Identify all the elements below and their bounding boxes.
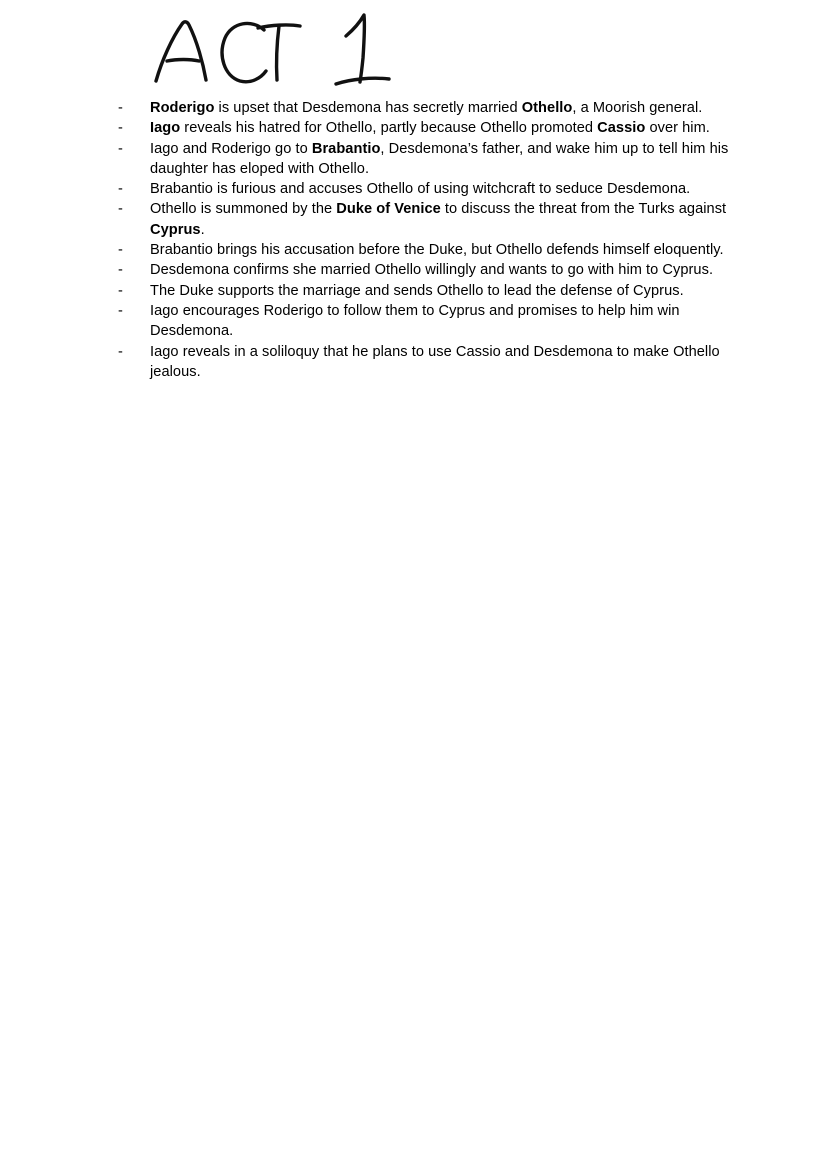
- bullet-marker: -: [118, 201, 123, 218]
- list-item-text: [150, 179, 738, 199]
- list-item-text: [150, 118, 738, 138]
- body-text: over him.: [645, 120, 710, 137]
- body-text: , Desdemona’s father, and wake him up to tell him his daughter has eloped with Othello.: [150, 140, 729, 177]
- list-item-text: [150, 98, 738, 118]
- list-item-text: [150, 199, 738, 240]
- list-item: [118, 199, 738, 240]
- emphasis-term: Brabantio: [311, 140, 381, 157]
- body-text: Iago reveals in a soliloquy that he plans to use Cassio and Desdemona to make Othello jealous.: [150, 343, 720, 380]
- list-item-text: [150, 260, 738, 280]
- list-item: [118, 281, 738, 301]
- body-text: The Duke supports the marriage and sends Othello to lead the defense of Cyprus.: [150, 282, 684, 299]
- bullet-marker: -: [118, 100, 123, 116]
- bullet-marker: -: [118, 282, 123, 299]
- body-text: .: [200, 221, 205, 238]
- body-text: Brabantio is furious and accuses Othello of using witchcraft to seduce Desdemona.: [150, 181, 691, 198]
- list-item: [118, 260, 738, 280]
- list-item-text: [150, 342, 738, 383]
- body-text: Brabantio brings his accusation before the Duke, but Othello defends himself eloquently.: [150, 242, 724, 259]
- body-text: Desdemona confirms she married Othello willingly and wants to go with him to Cyprus.: [150, 262, 714, 279]
- emphasis-term: Cyprus: [150, 221, 201, 238]
- emphasis-term: Cassio: [597, 120, 646, 137]
- bullet-marker: -: [118, 343, 123, 360]
- list-item-text: [150, 139, 738, 180]
- emphasis-term: Duke of Venice: [336, 201, 441, 218]
- body-text: reveals his hatred for Othello, partly because Othello promoted: [180, 120, 598, 137]
- bullet-marker: -: [118, 262, 123, 279]
- list-item-text: [150, 240, 738, 260]
- list-item: [118, 179, 738, 199]
- bullet-marker: -: [118, 120, 123, 137]
- body-text: , a Moorish general.: [572, 100, 703, 116]
- body-text: Iago and Roderigo go to: [150, 140, 312, 157]
- list-item: [118, 301, 738, 342]
- body-text: to discuss the threat from the Turks against: [440, 201, 727, 218]
- emphasis-term: Iago: [150, 120, 181, 137]
- list-item: [118, 98, 738, 118]
- emphasis-term: Othello: [521, 100, 573, 116]
- list-item-text: [150, 281, 738, 301]
- list-item: [118, 342, 738, 383]
- list-item-text: [150, 301, 738, 342]
- list-item: [118, 240, 738, 260]
- body-text: is upset that Desdemona has secretly married: [214, 100, 522, 116]
- act-heading-handwritten: [140, 8, 440, 93]
- bullet-marker: -: [118, 140, 123, 157]
- list-item: [118, 118, 738, 138]
- body-text: Iago encourages Roderigo to follow them to Cyprus and promises to help him win Desdemona.: [150, 302, 680, 340]
- notes-list: [118, 98, 738, 382]
- bullet-marker: -: [118, 242, 123, 259]
- bullet-marker: -: [118, 181, 123, 198]
- emphasis-term: Roderigo: [150, 100, 215, 116]
- list-item: [118, 139, 738, 180]
- body-text: Othello is summoned by the: [150, 201, 337, 218]
- bullet-marker: -: [118, 302, 123, 319]
